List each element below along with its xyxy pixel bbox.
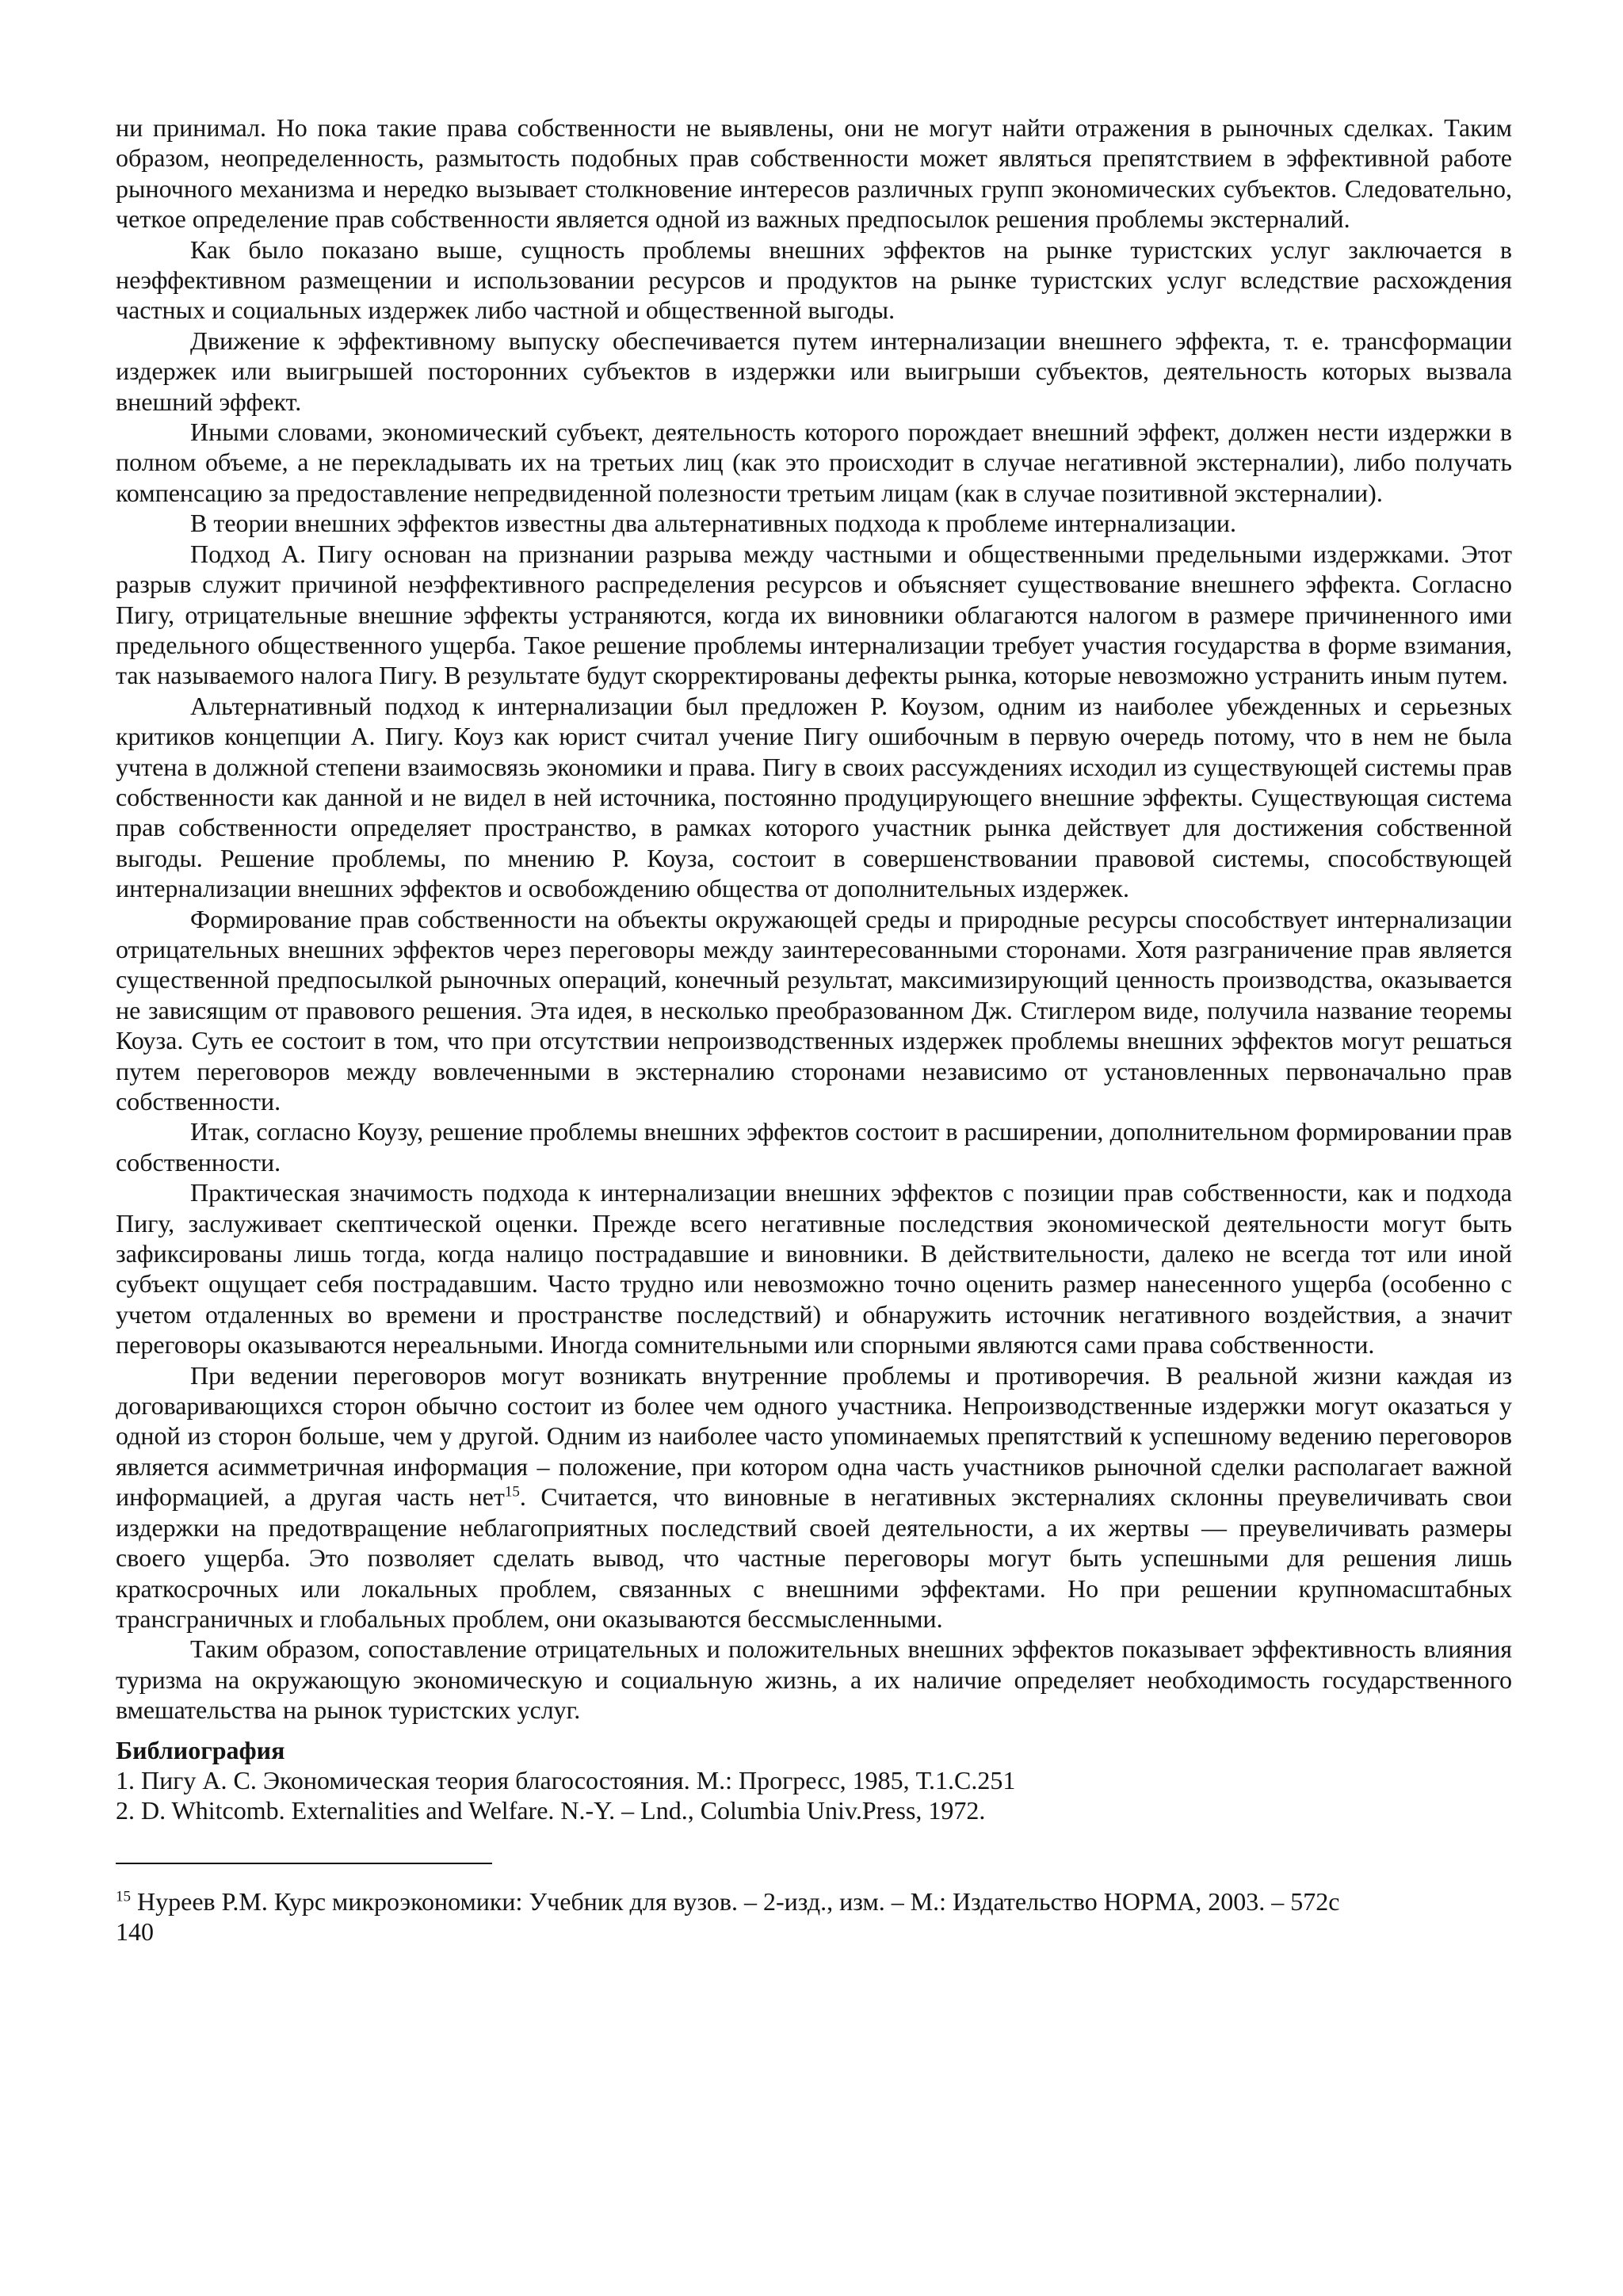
paragraph-negotiation-part-2: . Считается, что виновные в негативных экстерналиях склонны преувеличивать свои издержки на предотвращение неблагоприятных последствий своей деятельности, а их жертвы — преувеличивать размеры своего ущерба. Это позволяет сделать вывод, что частные переговоры могут быть успешными для решения лишь краткосрочных или локальных проблем, связанных с внешними эффектами. Но при решении крупномасштабных трансграничных и глобальных проблем, они оказываются бессмысленными.: [116, 1482, 1513, 1633]
paragraph-3: Движение к эффективному выпуску обеспечивается путем интернализации внешнего эффекта, т. е. трансформации издержек или выигрышей посторонних субъектов в издержки или выигрыши субъектов, деятельность которых вызвала внешний эффект.: [116, 326, 1512, 416]
footnote-divider: [116, 1863, 492, 1864]
paragraph-8: Формирование прав собственности на объекты окружающей среды и природные ресурсы способствует интернализации отрицательных внешних эффектов через переговоры между заинтересованными сторонами. Хотя разграничение прав является существенной предпосылкой рыночных операций, конечный результат, максимизирующий ценность производства, оказывается не зависящим от правового решения. Эта идея, в несколько преобразованном Дж. Стиглером виде, получила название теоремы Коуза. Суть ее состоит в том, что при отсутствии непроизводственных издержек проблемы внешних эффектов могут решаться путем переговоров между вовлеченными в экстерналию сторонами независимо от установленных первоначально прав собственности.: [116, 904, 1512, 1116]
footnote-number: 15: [116, 1888, 131, 1905]
bibliography-item-2: 2. D. Whitcomb. Externalities and Welfare. N.-Y. – Lnd., Columbia Univ.Press, 1972.: [116, 1796, 986, 1825]
paragraph-7: Альтернативный подход к интернализации был предложен Р. Коузом, одним из наиболее убежденных и серьезных критиков концепции А. Пигу. Коуз как юрист считал учение Пигу ошибочным в первую очередь потому, что в нем не была учтена в должной степени взаимосвязь экономики и права. Пигу в своих рассуждениях исходил из существующей системы прав собственности как данной и не видел в ней источника, постоянно продуцирующего внешние эффекты. Существующая система прав собственности определяет пространство, в рамках которого участник рынка действует для достижения собственной выгоды. Решение проблемы, по мнению Р. Коуза, состоит в совершенствовании правовой системы, способствующей интернализации внешних эффектов и освобождению общества от дополнительных издержек.: [116, 691, 1512, 903]
paragraph-negotiation: [116, 1360, 1512, 1634]
paragraph-conclusion: Таким образом, сопоставление отрицательных и положительных внешних эффектов показывает эффективность влияния туризма на окружающую экономическую и социальную жизнь, а их наличие определяет необходимость государственного вмешательства на рынок туристских услуг.: [116, 1634, 1512, 1725]
footnote-text: Нуреев Р.М. Курс микроэкономики: Учебник для вузов. – 2-изд., изм. – М.: Издательство НОРМА, 2003. – 572с: [131, 1886, 1340, 1916]
bibliography-item-1: 1. Пигу А. С. Экономическая теория благосостояния. М.: Прогресс, 1985, Т.1.С.251: [116, 1765, 1016, 1794]
page-number: 140: [116, 1917, 154, 1946]
paragraph-1: ни принимал. Но пока такие права собственности не выявлены, они не могут найти отражения в рыночных сделках. Таким образом, неопределенность, размытость подобных прав собственности может являться препятствием в эффективной работе рыночного механизма и нередко вызывает столкновение интересов различных групп экономических субъектов. Следовательно, четкое определение прав собственности является одной из важных предпосылок решения проблемы экстерналий.: [116, 113, 1512, 234]
footnote: [116, 1886, 1512, 1917]
paragraph-9: Итак, согласно Коузу, решение проблемы внешних эффектов состоит в расширении, дополнительном формировании прав собственности.: [116, 1117, 1512, 1177]
paragraph-2: Как было показано выше, сущность проблемы внешних эффектов на рынке туристских услуг заключается в неэффективном размещении и использовании ресурсов и продуктов на рынке туристских услуг вследствие расхождения частных и социальных издержек либо частной и общественной выгоды.: [116, 235, 1512, 325]
paragraph-negotiation-part-1: При ведении переговоров могут возникать внутренние проблемы и противоречия. В реальной жизни каждая из договаривающихся сторон обычно состоит из более чем одного участника. Непроизводственные издержки могут оказаться у одной из сторон больше, чем у другой. Одним из наиболее часто упоминаемых препятствий к успешному ведению переговоров является асимметричная информация – положение, при котором одна часть участников рыночной сделки располагает важной информацией, а другая часть нет: [116, 1360, 1512, 1512]
bibliography-heading: Библиография: [116, 1735, 285, 1764]
footnote-reference[interactable]: 15: [504, 1483, 520, 1501]
paragraph-6: Подход А. Пигу основан на признании разрыва между частными и общественными предельными издержками. Этот разрыв служит причиной неэффективного распределения ресурсов и объясняет существование внешнего эффекта. Согласно Пигу, отрицательные внешние эффекты устраняются, когда их виновники облагаются налогом в размере причиненного ими предельного общественного ущерба. Такое решение проблемы интернализации требует участия государства в форме взимания, так называемого налога Пигу. В результате будут скорректированы дефекты рынка, которые невозможно устранить иным путем.: [116, 539, 1512, 690]
paragraph-10: Практическая значимость подхода к интернализации внешних эффектов с позиции прав собственности, как и подхода Пигу, заслуживает скептической оценки. Прежде всего негативные последствия экономической деятельности могут быть зафиксированы лишь тогда, когда налицо пострадавшие и виновники. В действительности, далеко не всегда тот или иной субъект ощущает себя пострадавшим. Часто трудно или невозможно точно оценить размер нанесенного ущерба (особенно с учетом отдаленных во времени и пространстве последствий) и обнаружить источник негативного воздействия, а значит переговоры оказываются нереальными. Иногда сомнительными или спорными являются сами права собственности.: [116, 1178, 1512, 1360]
document-page: [116, 113, 1512, 1947]
paragraph-5: В теории внешних эффектов известны два альтернативных подхода к проблеме интернализации.: [190, 509, 1236, 538]
paragraph-4: Иными словами, экономический субъект, деятельность которого порождает внешний эффект, должен нести издержки в полном объеме, а не перекладывать их на третьих лиц (как это происходит в случае негативной экстерналии), либо получать компенсацию за предоставление непредвиденной полезности третьим лицам (как в случае позитивной экстерналии).: [116, 418, 1512, 507]
